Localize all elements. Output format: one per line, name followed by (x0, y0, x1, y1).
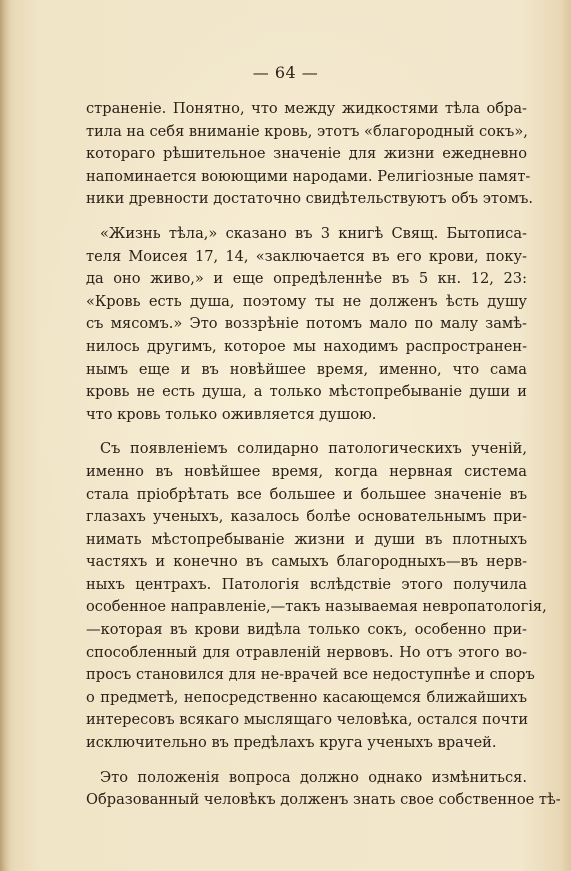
text-line: —которая въ крови видѣла только сокъ, особенно при- (86, 621, 527, 639)
text-line: ники древности достаточно свидѣтельствуютъ объ этомъ. (86, 190, 534, 208)
text-line: частяхъ и конечно въ самыхъ благородныхъ—въ нерв- (86, 553, 527, 571)
text-line: Это положенія вопроса должно однако измѣниться. (100, 768, 527, 786)
text-line: кровь не есть душа, а только мѣстопребываніе души и (86, 383, 527, 401)
text-line: глазахъ ученыхъ, казалось болѣе основательнымъ при- (86, 508, 527, 526)
text-line: теля Моисея 17, 14, «заключается въ его крови, поку- (86, 247, 527, 265)
paragraph-gap (86, 211, 527, 223)
paragraph (86, 223, 527, 426)
text-line: да оно живо,» и еще опредѣленнѣе въ 5 кн. 12, 23: (86, 270, 527, 288)
paragraph-gap (86, 426, 527, 438)
paragraph (86, 98, 534, 211)
text-line: именно въ новѣйшее время, когда нервная система (86, 462, 527, 480)
text-line: съ мясомъ.» Это воззрѣніе потомъ мало по малу замѣ- (86, 315, 527, 333)
paragraph (86, 767, 561, 812)
text-line: нимать мѣстопребываніе жизни и души въ плотныхъ (86, 530, 527, 548)
page-binding-edge (0, 0, 10, 871)
text-line: нымъ еще и въ новѣйшее время, именно, что сама (86, 360, 527, 378)
text-line: исключительно въ предѣлахъ круга ученыхъ врачей. (86, 734, 497, 752)
text-line: интересовъ всякаго мыслящаго человѣка, остался почти (86, 711, 529, 729)
paragraph-gap (86, 755, 527, 767)
text-line: тила на себя вниманіе кровь, этотъ «благородный сокъ», (86, 122, 528, 140)
text-line: о предметѣ, непосредственно касающемся ближайшихъ (86, 688, 527, 706)
text-line: способленный для отравленій нервовъ. Но отъ этого во- (86, 643, 527, 661)
text-line: особенное направленіе,—такъ называемая невропатологія, (86, 598, 547, 616)
text-line: стала пріобрѣтать все большее и большее значеніе въ (86, 485, 527, 503)
text-line: Образованный человѣкъ долженъ знать свое собственное тѣ- (86, 791, 561, 809)
text-line: Съ появленіемъ солидарно патологическихъ ученій, (100, 440, 527, 458)
page-number: — 64 — (252, 63, 319, 82)
text-line: просъ становился для не-врачей все недоступнѣе и споръ (86, 666, 535, 684)
text-line: напоминается воюющими народами. Религіозные памят- (86, 167, 531, 185)
text-line: котораго рѣшительное значеніе для жизни ежедневно (86, 145, 527, 163)
text-line: ныхъ центрахъ. Патологія вслѣдствіе этого получила (86, 575, 527, 593)
text-line: «Жизнь тѣла,» сказано въ 3 книгѣ Свящ. Бытописа- (100, 224, 527, 242)
text-line: страненіе. Понятно, что между жидкостями тѣла обра- (86, 100, 527, 117)
text-line: что кровь только оживляется душою. (86, 405, 377, 423)
text-line: нилось другимъ, которое мы находимъ распространен- (86, 337, 527, 355)
paragraph (86, 438, 547, 754)
body-text (86, 98, 561, 812)
text-line: «Кровь есть душа, поэтому ты не долженъ ѣсть душу (86, 292, 527, 310)
